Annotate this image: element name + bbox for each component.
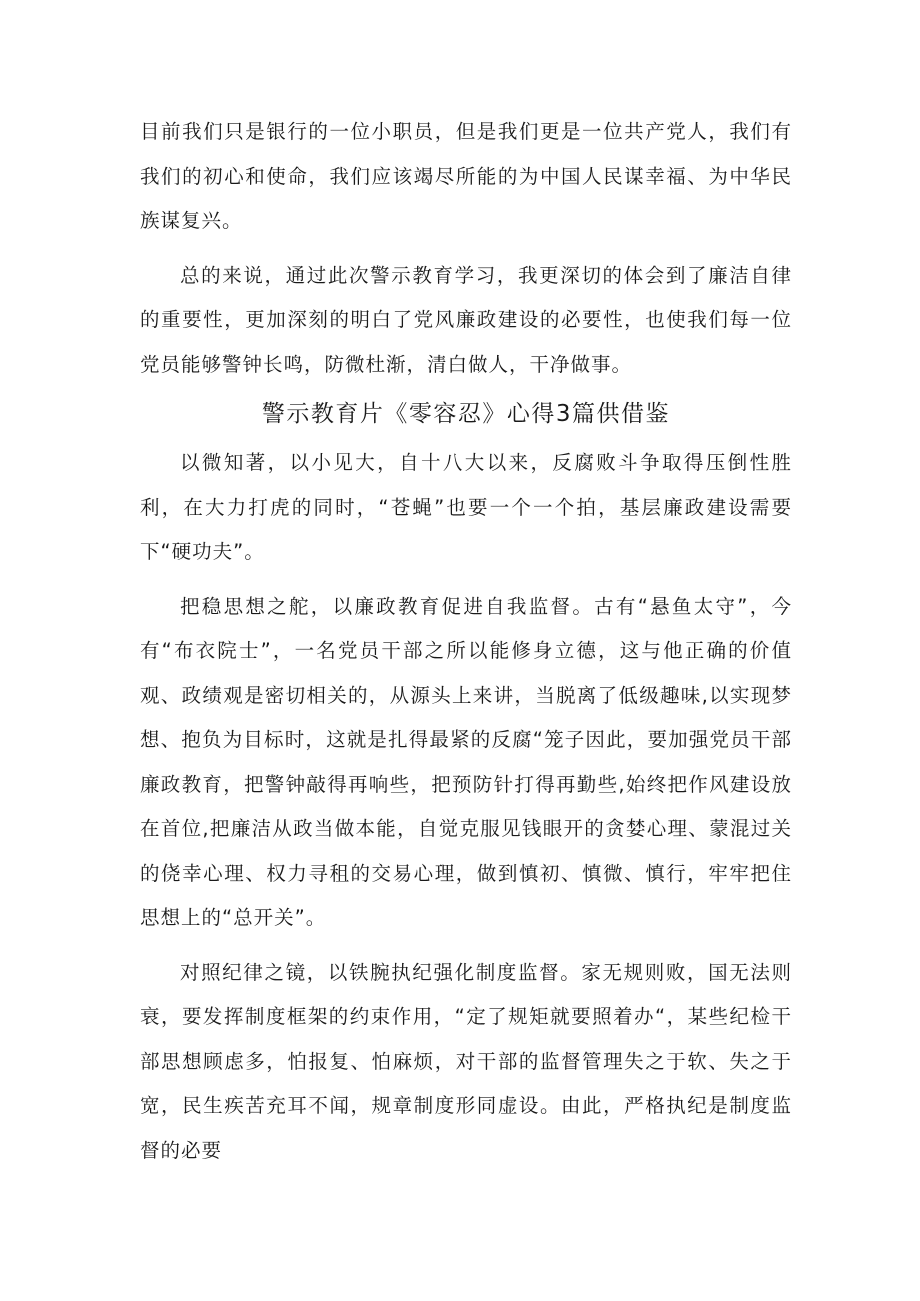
paragraph-discipline-mirror: 对照纪律之镜，以铁腕执纪强化制度监督。家无规则败，国无法则衰，要发挥制度框架的约束作用，“定了规矩就要照着办“，某些纪检干部思想顾虑多，怕报复、怕麻烦，对干部的监督管理失之于软、失之于宽，民生疾苦充耳不闻，规章制度形同虚设。由此，严格执纪是制度监督的必要 [140,960,792,1162]
paragraph-summary: 总的来说，通过此次警示教育学习，我更深切的体会到了廉洁自律的重要性，更加深刻的明白了党风廉政建设的必要性，也使我们每一位党员能够警钟长鸣，防微杜渐，清白做人，干净做事。 [140,263,792,376]
paragraph-opening: 以微知著，以小见大，自十八大以来，反腐败斗争取得压倒性胜利，在大力打虎的同时，“苍蝇”也要一个一个拍，基层廉政建设需要下“硬功夫”。 [140,451,792,563]
section-title: 警示教育片《零容忍》心得3篇供借鉴 [261,401,671,427]
document-page [140,110,792,1173]
paragraph-thought-rudder: 把稳思想之舵，以廉政教育促进自我监督。古有“悬鱼太守”，今有“布衣院士”，一名党员干部之所以能修身立德，这与他正确的价值观、政绩观是密切相关的，从源头上来讲，当脱离了低级趣味,以实现梦想、抱负为目标时，这就是扎得最紧的反腐“笼子因此，要加强党员干部廉政教育，把警钟敲得再响些，把预防针打得再勤些,始终把作风建设放在首位,把廉洁从政当做本能，自觉克服见钱眼开的贪婪心理、蒙混过关的侥幸心理、权力寻租的交易心理，做到慎初、慎微、慎行，牢牢把住思想上的“总开关”。 [140,594,792,929]
paragraph-intro-continuation: 目前我们只是银行的一位小职员，但是我们更是一位共产党人，我们有我们的初心和使命，我们应该竭尽所能的为中国人民谋幸福、为中华民族谋复兴。 [140,120,792,232]
